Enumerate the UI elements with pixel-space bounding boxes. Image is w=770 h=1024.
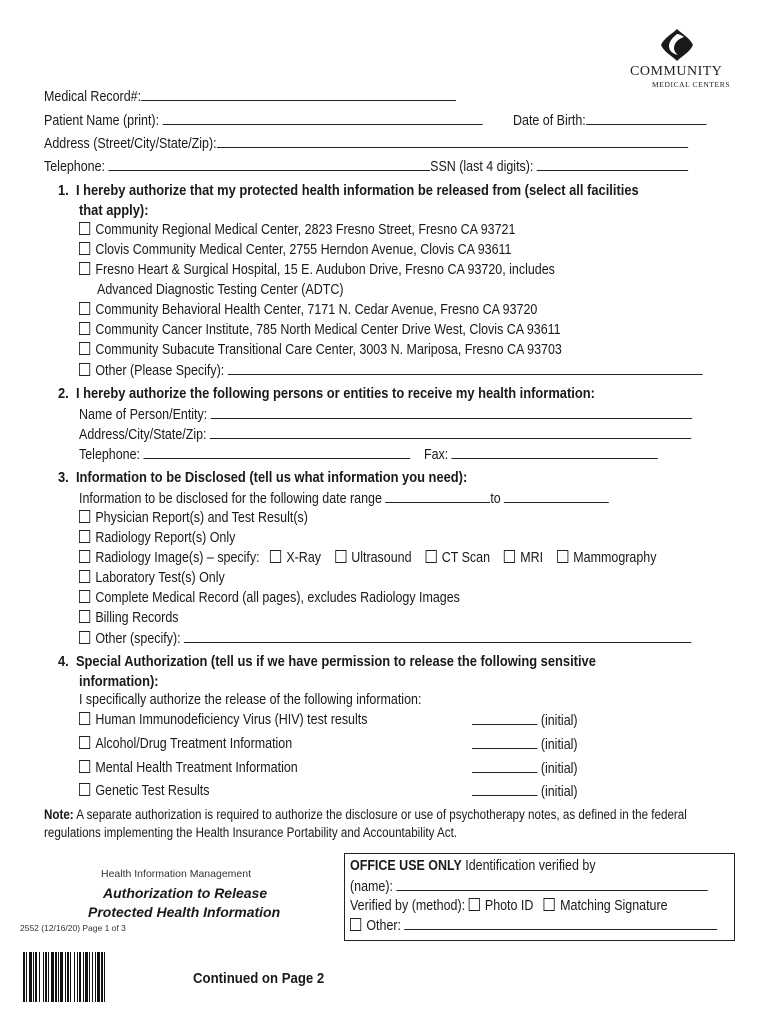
mammography-label: Mammography	[573, 550, 657, 566]
facility-other-option[interactable]	[79, 362, 702, 379]
info-label: Laboratory Test(s) Only	[95, 570, 225, 586]
checkbox[interactable]	[79, 631, 90, 644]
barcode-bar	[104, 952, 105, 1002]
office-verified-label: Verified by (method):	[350, 898, 466, 914]
info-other-option[interactable]	[79, 630, 691, 647]
barcode-bar	[65, 952, 66, 1002]
address-field[interactable]	[44, 135, 688, 152]
barcode-bar	[89, 952, 90, 1002]
info-label: Complete Medical Record (all pages), excludes Radiology Images	[95, 590, 460, 606]
info-label: Billing Records	[95, 610, 179, 626]
sensitive-label: Mental Health Treatment Information	[95, 760, 298, 776]
footer-department: Health Information Management	[101, 868, 251, 880]
barcode-bar	[79, 952, 81, 1002]
section3-title-text: Information to be Disclosed (tell us what information you need):	[75, 469, 468, 486]
sensitive-option[interactable]	[79, 712, 367, 728]
date-range-field[interactable]	[79, 490, 609, 507]
info-other-line[interactable]	[184, 630, 691, 643]
facility-option[interactable]	[79, 242, 511, 258]
section1-title-line2: that apply):	[79, 202, 149, 219]
barcode-bar	[23, 952, 25, 1002]
barcode-bar	[35, 952, 37, 1002]
info-label: Radiology Image(s) – specify:	[95, 550, 260, 566]
info-option[interactable]	[79, 510, 308, 526]
patient-name-label: Patient Name (print):	[44, 113, 160, 129]
form-id: 2552 (12/16/20) Page 1 of 3	[20, 923, 126, 933]
checkbox[interactable]	[79, 736, 90, 749]
checkbox[interactable]	[79, 222, 90, 235]
section1-title	[58, 182, 639, 199]
barcode-bar	[48, 952, 49, 1002]
checkbox[interactable]	[79, 262, 90, 275]
recipient-name-field[interactable]	[79, 406, 692, 423]
barcode-bar	[101, 952, 103, 1002]
patient-name-line[interactable]	[163, 112, 483, 125]
logo-subname: MEDICAL CENTERS	[652, 80, 731, 89]
checkbox[interactable]	[79, 302, 90, 315]
facility-other-line[interactable]	[228, 362, 703, 375]
barcode-bar	[45, 952, 47, 1002]
telephone-line[interactable]	[108, 158, 430, 171]
date-range-label: Information to be disclosed for the following date range	[79, 491, 382, 507]
checkbox[interactable]	[79, 550, 90, 563]
matching-signature-checkbox[interactable]	[544, 898, 555, 911]
sensitive-label: Alcohol/Drug Treatment Information	[95, 736, 293, 752]
footer-title-line2: Protected Health Information	[88, 904, 281, 920]
facility-option[interactable]	[79, 262, 555, 278]
info-label: Other (specify):	[95, 631, 181, 647]
facility-label: Community Subacute Transitional Care Center, 3003 N. Mariposa, Fresno CA 93703	[95, 342, 562, 358]
section4-number: 4.	[58, 653, 69, 670]
initial-field[interactable]	[472, 736, 578, 753]
recipient-name-label: Name of Person/Entity:	[79, 407, 208, 423]
section2-title	[58, 385, 595, 402]
recipient-name-line[interactable]	[211, 406, 693, 419]
ultrasound-checkbox[interactable]	[335, 550, 346, 563]
xray-checkbox[interactable]	[270, 550, 281, 563]
sensitive-option[interactable]	[79, 760, 298, 776]
barcode-bar	[85, 952, 88, 1002]
barcode-image	[22, 952, 164, 1002]
recipient-telephone-field[interactable]	[79, 446, 658, 463]
checkbox[interactable]	[79, 590, 90, 603]
telephone-label: Telephone:	[44, 159, 106, 175]
facility-label: Community Behavioral Health Center, 7171 N. Cedar Avenue, Fresno CA 93720	[95, 302, 538, 318]
section4-title-line1: Special Authorization (tell us if we have permission to release the following sensitive	[75, 653, 596, 670]
checkbox[interactable]	[79, 363, 90, 376]
ct-checkbox[interactable]	[425, 550, 436, 563]
note-line1	[44, 807, 687, 822]
continued-label: Continued on Page 2	[193, 970, 325, 987]
initial-line[interactable]	[472, 760, 537, 773]
section2-number: 2.	[58, 385, 69, 402]
barcode-bar	[33, 952, 34, 1002]
initial-field[interactable]	[472, 783, 578, 800]
date-to-label: to	[490, 491, 501, 507]
medical-record-label: Medical Record#:	[44, 89, 142, 105]
barcode-bar	[43, 952, 44, 1002]
ct-label: CT Scan	[441, 550, 491, 566]
barcode-bar	[67, 952, 69, 1002]
barcode-bar	[74, 952, 75, 1002]
recipient-telephone-line[interactable]	[143, 446, 410, 459]
telephone-field[interactable]	[44, 158, 688, 175]
initial-line[interactable]	[472, 736, 537, 749]
note-label: Note:	[44, 807, 74, 822]
note-text-line1: A separate authorization is required to authorize the disclosure or use of psychotherapy notes, as defined in the federal	[76, 807, 687, 822]
recipient-address-line[interactable]	[210, 426, 692, 439]
facility-option[interactable]	[79, 342, 562, 358]
barcode-bar	[55, 952, 57, 1002]
facility-label: Other (Please Specify):	[95, 363, 225, 379]
barcode-bar	[77, 952, 78, 1002]
office-other-line[interactable]	[404, 917, 717, 930]
section4-title	[58, 653, 596, 670]
info-label: Radiology Report(s) Only	[95, 530, 236, 546]
photo-id-checkbox[interactable]	[469, 898, 480, 911]
initial-line[interactable]	[472, 712, 537, 725]
office-identification-label: Identification verified by	[465, 858, 596, 874]
recipient-address-label: Address/City/State/Zip:	[79, 427, 207, 443]
ssn-line[interactable]	[537, 158, 688, 171]
dob-field[interactable]	[513, 112, 706, 129]
date-to-line[interactable]	[504, 490, 609, 503]
mri-checkbox[interactable]	[504, 550, 515, 563]
info-option[interactable]	[79, 610, 179, 626]
initial-field[interactable]	[472, 712, 578, 729]
barcode-bar	[26, 952, 27, 1002]
patient-name-field[interactable]	[44, 112, 482, 129]
matching-signature-label: Matching Signature	[560, 898, 668, 914]
checkbox[interactable]	[79, 322, 90, 335]
ssn-label: SSN (last 4 digits):	[430, 159, 534, 175]
checkbox[interactable]	[79, 610, 90, 623]
office-name-field[interactable]	[350, 878, 708, 895]
facility-label: Clovis Community Medical Center, 2755 Herndon Avenue, Clovis CA 93611	[95, 242, 512, 258]
barcode-bar	[70, 952, 71, 1002]
address-label: Address (Street/City/State/Zip):	[44, 136, 217, 152]
section4-intro: I specifically authorize the release of the following information:	[79, 692, 422, 708]
office-use-header	[350, 858, 596, 874]
checkbox[interactable]	[79, 342, 90, 355]
recipient-address-field[interactable]	[79, 426, 692, 443]
mri-label: MRI	[520, 550, 544, 566]
office-other-checkbox[interactable]	[350, 918, 361, 931]
sensitive-option[interactable]	[79, 783, 209, 799]
info-label: Physician Report(s) and Test Result(s)	[95, 510, 308, 526]
office-other-field[interactable]	[350, 917, 718, 934]
section1-title-line1: I hereby authorize that my protected health information be released from (select all facilities	[75, 182, 639, 199]
info-option[interactable]	[79, 570, 225, 586]
recipient-fax-label: Fax:	[423, 447, 449, 463]
medical-record-line[interactable]	[141, 88, 456, 101]
barcode-bar	[83, 952, 84, 1002]
dob-line[interactable]	[586, 112, 706, 125]
facility-label: Fresno Heart & Surgical Hospital, 15 E. Audubon Drive, Fresno CA 93720, includes	[95, 262, 555, 278]
barcode-bar	[58, 952, 59, 1002]
date-from-line[interactable]	[385, 490, 490, 503]
footer-title-line1: Authorization to Release	[103, 885, 268, 901]
facility-option[interactable]	[79, 222, 515, 238]
info-option[interactable]	[79, 590, 460, 606]
section3-title	[58, 469, 467, 486]
dob-label: Date of Birth:	[513, 113, 586, 129]
barcode-bar	[29, 952, 32, 1002]
info-option[interactable]	[79, 530, 235, 546]
facility-option[interactable]	[79, 302, 537, 318]
initial-label: (initial)	[540, 784, 578, 800]
initial-field[interactable]	[472, 760, 578, 777]
logo-name: COMMUNITY	[630, 64, 723, 79]
barcode-bar	[51, 952, 54, 1002]
facility-option[interactable]	[79, 322, 561, 338]
mammography-checkbox[interactable]	[557, 550, 568, 563]
sensitive-label: Human Immunodeficiency Virus (HIV) test results	[95, 712, 368, 728]
checkbox[interactable]	[79, 760, 90, 773]
checkbox[interactable]	[79, 530, 90, 543]
section3-number: 3.	[58, 469, 69, 486]
barcode-bar	[39, 952, 40, 1002]
checkbox[interactable]	[79, 242, 90, 255]
facility-label: Community Regional Medical Center, 2823 Fresno Street, Fresno CA 93721	[95, 222, 516, 238]
section2-title-text: I hereby authorize the following persons or entities to receive my health information:	[75, 385, 595, 402]
radiology-images-option[interactable]	[79, 550, 656, 566]
ultrasound-label: Ultrasound	[351, 550, 412, 566]
office-method-field[interactable]	[350, 898, 668, 914]
recipient-fax-line[interactable]	[452, 446, 658, 459]
initial-label: (initial)	[540, 761, 578, 777]
barcode-bar	[95, 952, 96, 1002]
medical-record-field[interactable]	[44, 88, 456, 105]
note-line2: regulations implementing the Health Insurance Portability and Accountability Act.	[44, 825, 458, 840]
sensitive-label: Genetic Test Results	[95, 783, 210, 799]
office-name-label: (name):	[350, 879, 393, 895]
section4-title-line2: information):	[79, 673, 159, 690]
initial-label: (initial)	[540, 713, 578, 729]
checkbox[interactable]	[79, 712, 90, 725]
recipient-telephone-label: Telephone:	[79, 447, 141, 463]
xray-label: X-Ray	[286, 550, 321, 566]
barcode-bar	[60, 952, 63, 1002]
address-line[interactable]	[217, 135, 688, 148]
initial-line[interactable]	[472, 783, 537, 796]
facility-label: Community Cancer Institute, 785 North Medical Center Drive West, Clovis CA 93611	[95, 322, 561, 338]
photo-id-label: Photo ID	[484, 898, 534, 914]
checkbox[interactable]	[79, 783, 90, 796]
section1-number: 1.	[58, 182, 69, 199]
community-logo-icon	[660, 28, 694, 62]
sensitive-option[interactable]	[79, 736, 292, 752]
barcode-bar	[97, 952, 100, 1002]
office-name-line[interactable]	[396, 878, 707, 891]
office-other-label: Other:	[366, 918, 401, 934]
checkbox[interactable]	[79, 570, 90, 583]
facility-label-continued: Advanced Diagnostic Testing Center (ADTC)	[97, 282, 344, 298]
checkbox[interactable]	[79, 510, 90, 523]
office-use-label: OFFICE USE ONLY	[350, 858, 462, 874]
initial-label: (initial)	[540, 737, 578, 753]
barcode-bar	[92, 952, 93, 1002]
